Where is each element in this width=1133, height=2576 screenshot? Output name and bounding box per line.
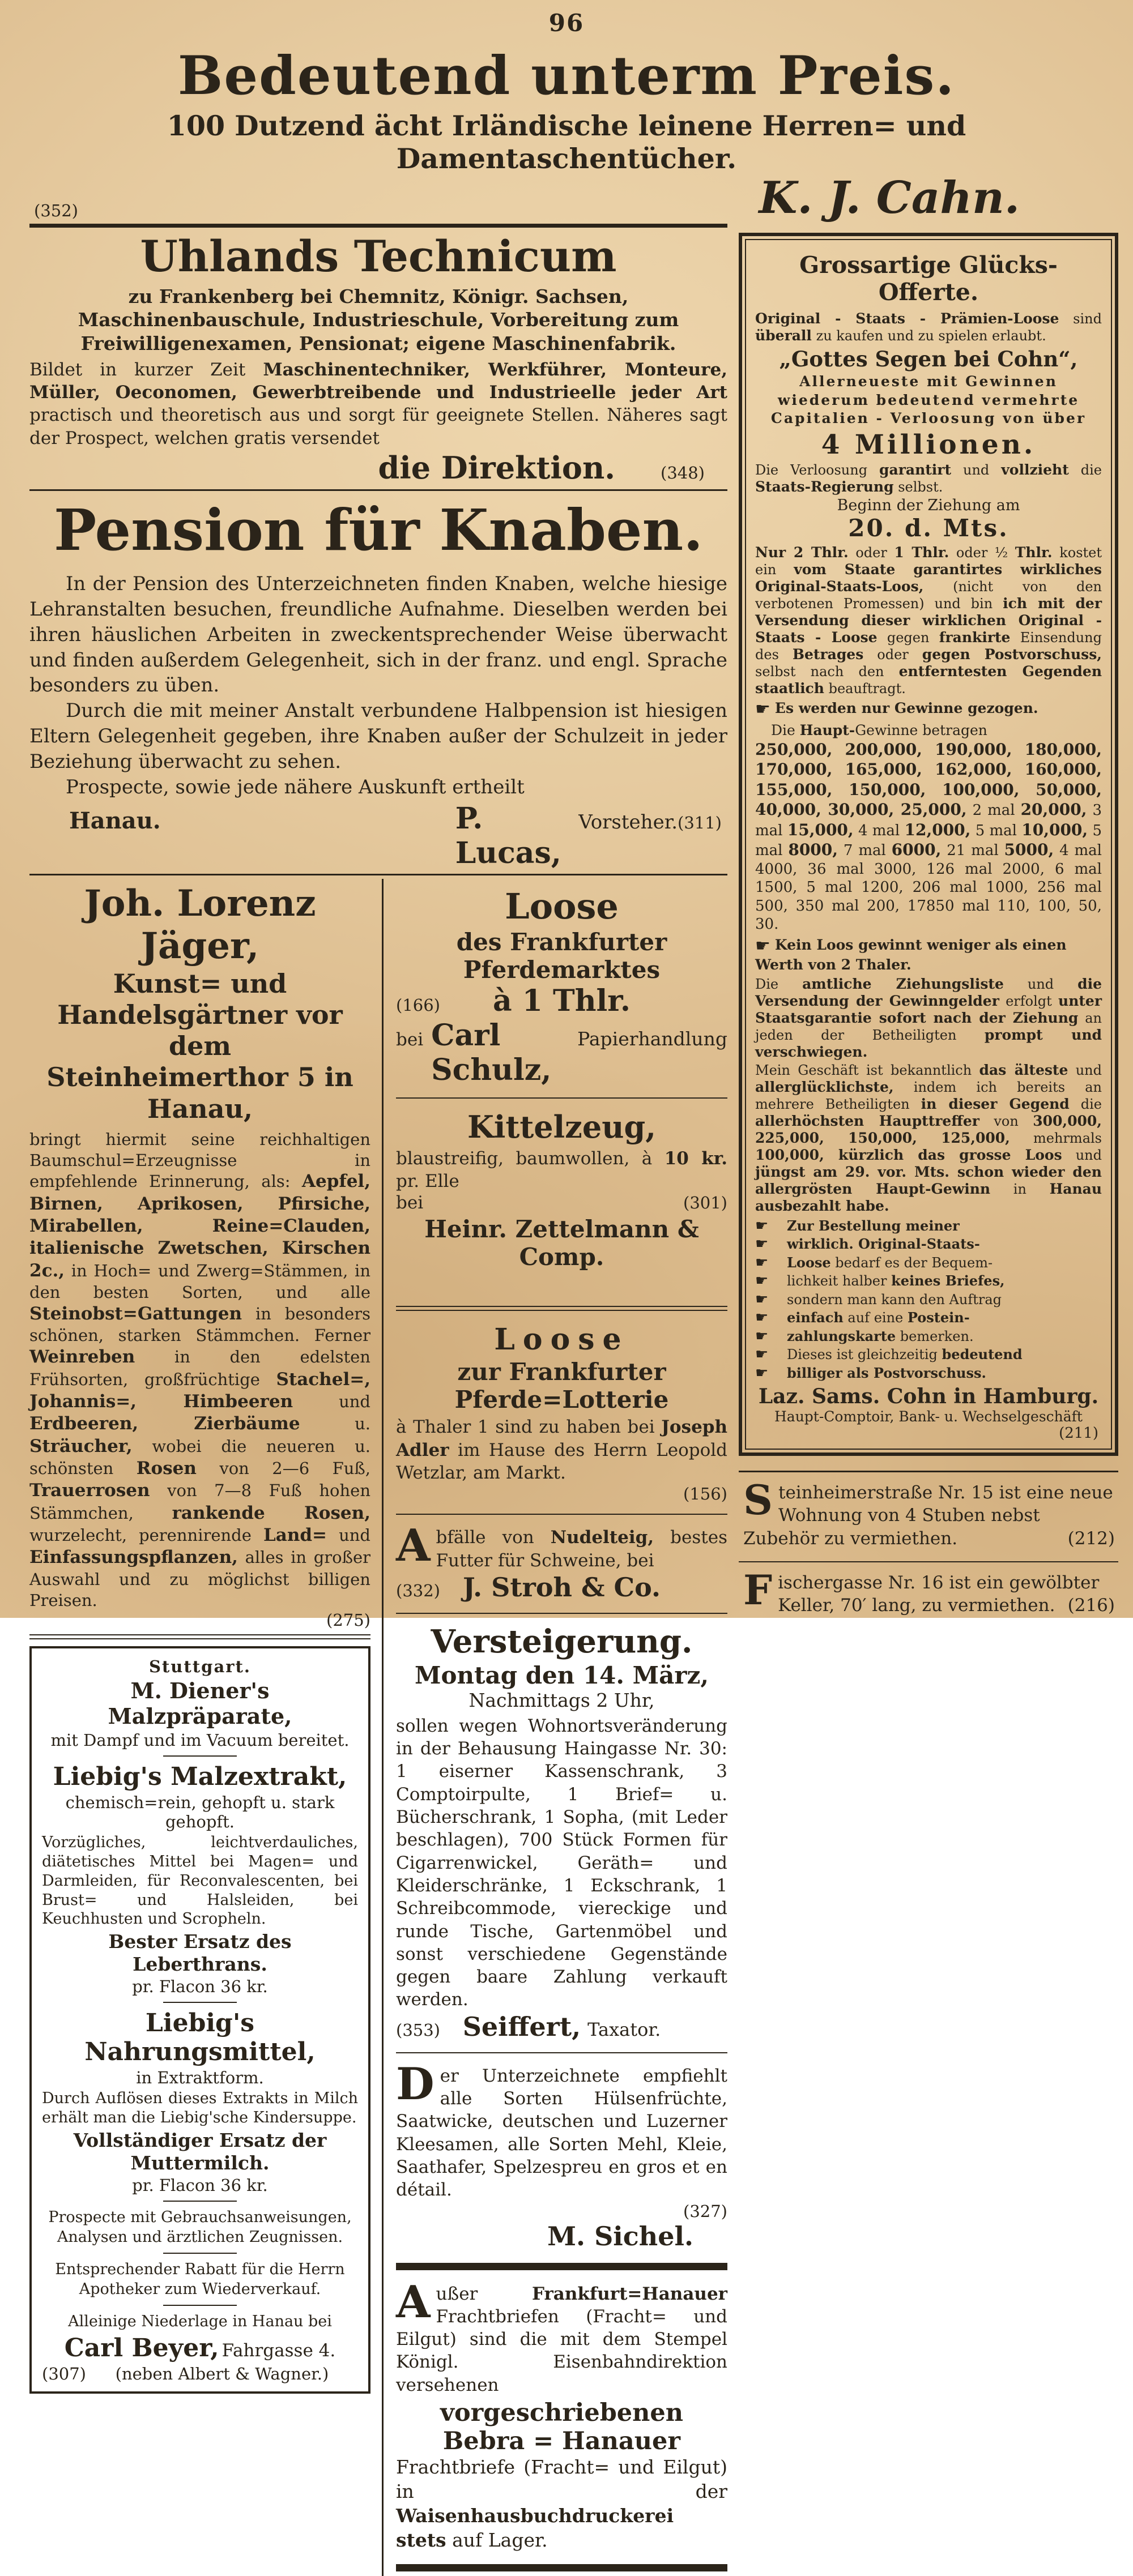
ad-loose-pferde-lotterie [396,1315,727,1510]
hand-list-row [755,1235,1102,1254]
page-body [0,220,1133,2576]
hand-list-row [755,1327,1102,1346]
pointing-hand-icon: ☛ [755,1327,769,1345]
ad-subtitle: des Frankfurter Pferdemarktes [456,928,667,984]
price: pr. Flacon 36 kr. [132,1977,268,1997]
divider [29,1634,370,1639]
ad-text: blaustreifig, baumwollen, à 10 kr. pr. Elle [396,1148,727,1192]
ad-number: (348) [661,463,705,482]
ad-pension-knaben [29,497,727,870]
divider [163,2002,237,2003]
ad-number: (327) [683,2201,727,2221]
divider [163,1755,237,1757]
ad-text: Vollständiger Ersatz der Muttermilch. [73,2129,327,2174]
ad-text: vorgeschriebenen Bebra = Hanauer [440,2399,684,2456]
ad-text: lichkeit halber keines Briefes, [787,1272,1005,1289]
divider [396,1613,727,1614]
hand-list-row [755,1254,1102,1272]
drop-cap: F [743,1565,773,1614]
divider-thick [396,2263,727,2270]
auction-time: Nachmittags 2 Uhr, [468,1689,655,1711]
place: Hanau. [69,807,161,834]
highlight-line [755,936,1102,973]
signature: P. Lucas, [455,801,561,870]
two-column-area [29,879,727,2576]
drop-cap: A [396,2276,431,2328]
ad-title: M. Diener's Malzpräparate, [108,1678,292,1729]
ad-title: Uhlands Technicum [140,231,617,281]
ad-text: Durch Auflösen dieses Extrakts in Milch erhält man die Liebig'sche Kindersuppe. [42,2090,358,2127]
divider [29,874,727,875]
divider [163,2253,237,2254]
drawing-date: 20. d. Mts. [848,514,1009,542]
ad-text: mit Dampf und im Vacuum bereitet. [50,1731,350,1750]
ad-text: Prospecte mit Gebrauchsanweisungen, Analysen und ärztlichen Zeugnissen. [48,2208,352,2246]
divider [396,1306,727,1311]
signature-title: Taxator. [587,2018,661,2040]
drop-cap: D [396,2058,435,2110]
ad-number: (275) [326,1610,370,1630]
firm-row [396,1572,727,1603]
signature-row [29,801,727,870]
ad-text: Vorzügliches, leichtverdauliches, diätetisches Mittel bei Magen= und Darmleiden, für Reconvalescenten, bei Brust= und Halsleiden, bei Keuchhusten und Scropheln. [42,1834,358,1928]
ad-text: Frachtbriefe (Fracht= und Eilgut) in der Waisenhausbuchdruckerei stets auf Lager. [396,2456,727,2551]
ad-text: Dieses ist gleichzeitig bedeutend [787,1346,1023,1362]
hand-list [755,1217,1102,1383]
ad-number: (301) [683,1193,727,1213]
ad-number: (156) [683,1484,727,1504]
ad-subtitle: Steinheimerthor 5 in Hanau, [46,1062,353,1124]
ad-text [396,2058,727,2202]
pointing-hand-icon: ☛ [755,1309,769,1326]
price: pr. Flacon 36 kr. [132,2176,268,2195]
ad-number: (212) [1067,1528,1115,1549]
ad-text: In der Pension des Unterzeichneten finden Knaben, welche hiesige Lehranstalten besuchen, freundliche Aufnahme. Dieselben werden bei ihren häuslichen Arbeiten in zweckentsprechender Weise überwacht und finden außerdem Gelegenheit, sich in der franz. und engl. Sprache besonders zu üben. [29,572,727,697]
masthead-signature: K. J. Cahn. [759,172,1020,224]
ad-gluecks-offerte-inner [745,239,1112,1450]
pointing-hand-icon: ☛ [755,1346,769,1363]
ad-text: billiger als Postvorschuss. [787,1364,986,1381]
ad-number: (332) [396,1580,440,1600]
ad-subtitle: Kunst= und Handelsgärtner vor dem [57,968,343,1062]
ad-text: Alleinige Niederlage in Hanau bei [68,2313,332,2331]
ad-text: Bester Ersatz des Leberthrans. [108,1930,292,1975]
divider-thick [396,2564,727,2571]
ad-text: Kein Loos gewinnt weniger als einen Werth von 2 Thaler. [755,936,1067,973]
masthead-ad-cahn [0,45,1133,224]
product-title: Liebig's Malzextrakt, [53,1762,347,1792]
ad-footer [42,2364,358,2383]
ad-jaeger-gaertner [29,882,370,1630]
ad-text: Loose bedarf es der Bequem- [787,1254,993,1271]
ad-text: in Extraktform. [136,2068,264,2088]
divider [739,1471,1118,1472]
ad-text: ischergasse Nr. 16 ist ein gewölbter Keller, 70′ lang, zu vermiethen. [778,1572,1100,1616]
ad-text: Prospecte, sowie jede nähere Auskunft ertheilt [66,775,525,798]
divider [396,1097,727,1099]
signature: Seiffert, [462,2011,581,2042]
ad-uhlands-technicum [29,231,727,486]
ad-text: er Unterzeichnete empfiehlt alle Sorten Hülsenfrüchte, Saatwicke, deutschen und Luzerner Kleesamen, alle Sorten Mehl, Kleie, Saathafer, Spelzespreu en gros et en détail. [396,2065,727,2201]
divider [29,489,727,491]
hand-list-row [755,1272,1102,1291]
ad-diener-liebig [29,1646,370,2393]
place: Stuttgart. [148,1657,252,1677]
ad-text: Die Verloosung garantirt und vollzieht die Staats-Regierung selbst. [755,461,1102,495]
ad-text: sollen wegen Wohnortsveränderung in der Behausung Haingasse Nr. 30: 1 eiserner Kassenschrank, 3 Comptoirpulte, 1 Brief= u. Bücherschrank, 1 Sopha, (mit Leder beschlagen), 700 Stück Formen für Cigarrenwickel, Geräth= und Kleiderschränke, 1 Eckschrank, 1 Schreibcommode, viereckige und runde Tische, Gartenmöbel und sonst verschiedene Gegenstände gegen baare Zahlung verkauft werden. [396,1715,727,2010]
firm-name: J. Stroh & Co. [462,1571,661,1603]
hand-list-row [755,1291,1102,1309]
ad-kittelzeug [396,1102,727,1302]
drop-cap: S [743,1476,773,1524]
signature-row [42,2334,358,2363]
ad-text [396,1520,727,1572]
ad-title: Loose [505,885,619,927]
ad-text: sondern man kann den Auftrag [787,1291,1002,1308]
divider [163,2201,237,2202]
drop-cap: A [396,1520,431,1572]
ad-title: Grossartige Glücks-Offerte. [799,251,1058,306]
ad-loose-pferdemarkt [396,879,727,1094]
ad-wohnung-steinheimerstrasse [739,1476,1118,1553]
price-row [396,984,727,1018]
masthead-subtitle: 100 Dutzend ächt Irländische leinene Herren= und Damentaschentücher. [167,109,966,175]
ad-subtitle: zur Frankfurter Pferde=Lotterie [454,1358,669,1414]
ad-title: Kittelzeug, [467,1108,657,1145]
ad-text: Allerneueste mit Gewinnen wiederum bedeutend vermehrte Capitalien - Verloosung von über [770,373,1087,426]
ad-text: Es werden nur Gewinne gezogen. [774,699,1038,716]
ad-text: bfälle von Nudelteig, bestes Futter für Schweine, bei [436,1527,727,1571]
hand-list-row [755,1309,1102,1327]
firm-name: Heinr. Zettelmann & Comp. [424,1215,699,1271]
highlight-line [755,699,1102,720]
ad-text: bei [396,1193,424,1214]
firm-row [396,1193,727,1213]
ad-nudelteig [396,1518,727,1609]
signature-title: Vorsteher. [578,810,678,834]
ad-text: Entsprechender Rabatt für die Herrn Apotheker zum Wiederverkauf. [55,2261,345,2299]
right-column [733,224,1118,2576]
ad-text: wirklich. Original-Staats- [787,1236,980,1252]
ad-text: bringt hiermit seine reichhaltigen Baumschul=Erzeugnisse in empfehlende Erinnerung, als: Aepfel, Birnen, Aprikosen, Pfirsiche, Mirabellen, Reine=Clauden, italienische Zwetschen, Kirschen 2c., in Hoch= und Zwerg=Stämmen, in den besten Sorten, und alle Steinobst=Gattungen in besonders schönen, starken Stämmchen. Ferner Weinreben in den edelsten Frühsorten, großfrüchtige Stachel=, Johannis=, Himbeeren und Erdbeeren, Zierbäume u. Sträucher, wobei die neueren u. schönsten Rosen von 2—6 Fuß, Trauerrosen von 7—8 Fuß hohen Stämmchen, rankende Rosen, wurzelecht, perennirende Land= und Einfassungspflanzen, alles in großer Auswahl und zu möglichst billigen Preisen. [29,1129,371,1610]
pointing-hand-icon: ☛ [755,1236,769,1253]
ad-text: chemisch=rein, gehopft u. stark gehopft. [65,1793,335,1832]
firm-type: Papierhandlung [577,1027,727,1050]
pointing-hand-icon: ☛ [755,1217,769,1234]
ad-text: Die amtliche Ziehungsliste und die Versendung der Gewinngelder erfolgt unter Staatsgarantie sofort nach der Ziehung an jeden der Betheiligten prompt und verschwiegen. [755,975,1102,1060]
masthead-title: Bedeutend unterm Preis. [177,45,956,107]
firm-name: Carl Schulz, [431,1018,552,1087]
ad-text [396,2276,727,2396]
pointing-hand-icon: ☛ [755,1254,769,1271]
signature-row [396,2011,727,2042]
hand-list-row [755,1364,1102,1383]
masthead-signature-row [34,172,1099,224]
middle-column [384,879,727,2576]
ad-text: Original - Staats - Prämien-Loose sind überall zu kaufen und zu spielen erlaubt. [755,310,1102,344]
firm-address: Fahrgasse 4. [222,2340,336,2361]
pointing-hand-icon: ☛ [755,935,770,956]
left-column [29,879,384,2576]
ad-title: Pension für Knaben. [53,496,704,563]
ad-versteigerung [396,1617,727,2049]
ad-number: (307) [42,2364,86,2383]
ad-number: (311) [678,813,722,832]
prize-total: 4 Millionen. [821,429,1036,460]
firm-name: Carl Beyer, [64,2333,219,2363]
ad-title: Versteigerung. [431,1622,693,1660]
ad-text: teinheimerstraße Nr. 15 ist eine neue Wohnung von 4 Stuben nebst Zubehör zu vermiethen. [743,1483,1113,1549]
ad-title: Loose [494,1322,629,1357]
pointing-hand-icon: ☛ [755,1272,769,1289]
ad-text: einfach auf eine Postein- [787,1309,970,1326]
price: à 1 Thlr. [492,983,631,1018]
ad-number: (353) [396,2020,440,2040]
pointing-hand-icon: ☛ [755,1364,769,1382]
signature: die Direktion. [378,449,616,486]
ad-number: (352) [34,201,78,220]
note: (neben Albert & Wagner.) [115,2364,329,2383]
ad-text: Nur 2 Thlr. oder 1 Thlr. oder ½ Thlr. kostet ein vom Staate garantirtes wirkliches Original-Staats-Loos, (nicht von den verbotenen Promessen) und bin ich mit der Versendung dieser wirklichen Original - Staats - Loose gegen frankirte Einsendung des Betrages oder gegen Postvorschuss, selbst nach den entferntesten Gegenden staatlich beauftragt. [755,544,1102,697]
ad-number: (166) [396,995,440,1015]
page-number: 96 [548,9,585,37]
divider [396,2052,727,2053]
firm-row [396,1018,727,1087]
ad-text: Bildet in kurzer Zeit Maschinentechniker, Werkführer, Monteure, Müller, Oeconomen, Gewerbtreibende und Industrieelle jeder Art practisch und theoretisch aus und sorgt für geeignete Stellen. Näheres sagt der Prospect, welchen gratis versendet [29,359,727,448]
prize-list: 250,000, 200,000, 190,000, 180,000, 170,000, 165,000, 162,000, 160,000, 155,000, 150,000, 100,000, 50,000, 40,000, 30,000, 25,000, 2 mal 20,000, 3 mal 15,000, 4 mal 12,000, 5 mal 10,000, 5 mal 8000, 7 mal 6000, 21 mal 5000, 4 mal 4000, 36 mal 3000, 126 mal 2000, 6 mal 1500, 5 mal 1200, 206 mal 1000, 256 mal 500, 350 mal 200, 17850 mal 110, 100, 50, 30. [755,740,1102,933]
ad-keller-fischergasse [739,1566,1118,1621]
hand-list-row [755,1345,1102,1364]
divider [396,1514,727,1515]
ad-text: Die Haupt-Gewinne betragen [771,721,987,738]
ad-sichel [396,2057,727,2258]
signature-row [29,450,727,486]
divider [163,2305,237,2306]
main-column [29,224,727,2576]
ad-frachtbriefe [396,2275,727,2560]
hand-list-row [755,1217,1102,1236]
lottery-name: „Gottes Segen bei Cohn“, [779,347,1078,371]
ad-number: (216) [1067,1595,1115,1616]
ad-text: zu Frankenberg bei Chemnitz, Königr. Sachsen, Maschinenbauschule, Industrieschule, Vorbereitung zum Freiwilligenexamen, Pensionat; eigene Maschinenfabrik. [78,285,679,354]
ad-text: zahlungskarte bemerken. [787,1327,974,1344]
signature: Laz. Sams. Cohn in Hamburg. [758,1385,1099,1408]
ad-text: Mein Geschäft ist bekanntlich das älteste und allerglücklichste, indem ich bereits an mehrere Betheiligten in dieser Gegend die allerhöchsten Haupttreffer von 300,000, 225,000, 150,000, 125,000, mehrmals 100,000, kürzlich das grosse Loos und jüngst am 29. vor. Mts. schon wieder den allergrösten Haupt-Gewinn in Hanau ausbezahlt habe. [755,1061,1102,1214]
divider [739,1561,1118,1562]
ad-number: (211) [1059,1425,1098,1442]
ad-text: Zur Bestellung meiner [787,1217,960,1234]
signature: M. Sichel. [547,2220,693,2252]
ad-text: Durch die mit meiner Anstalt verbundene Halbpension ist hiesigen Eltern Gelegenheit gegeben, ihre Knaben außer der Schulzeit in jeder Beziehung überwacht zu sehen. [29,699,727,774]
ad-title: Joh. Lorenz Jäger, [84,882,316,967]
ad-text: ußer Frankfurt=Hanauer Frachtbriefen (Fracht= und Eilgut) sind die mit dem Stempel Königl. Eisenbahndirektion versehenen [396,2283,727,2395]
ad-text: bei [396,1029,424,1050]
signature-subtitle: Haupt-Comptoir, Bank- u. Wechselgeschäft [774,1408,1083,1425]
ad-gluecks-offerte [739,233,1118,1456]
pointing-hand-icon: ☛ [755,1291,769,1308]
ad-text: Beginn der Ziehung am [837,496,1020,514]
ad-text: à Thaler 1 sind zu haben bei Joseph Adler im Hause des Herrn Leopold Wetzlar, am Markt. [396,1417,727,1483]
pointing-hand-icon: ☛ [755,699,770,719]
auction-date: Montag den 14. März, [415,1661,709,1689]
product-title: Liebig's Nahrungsmittel, [84,2009,316,2067]
